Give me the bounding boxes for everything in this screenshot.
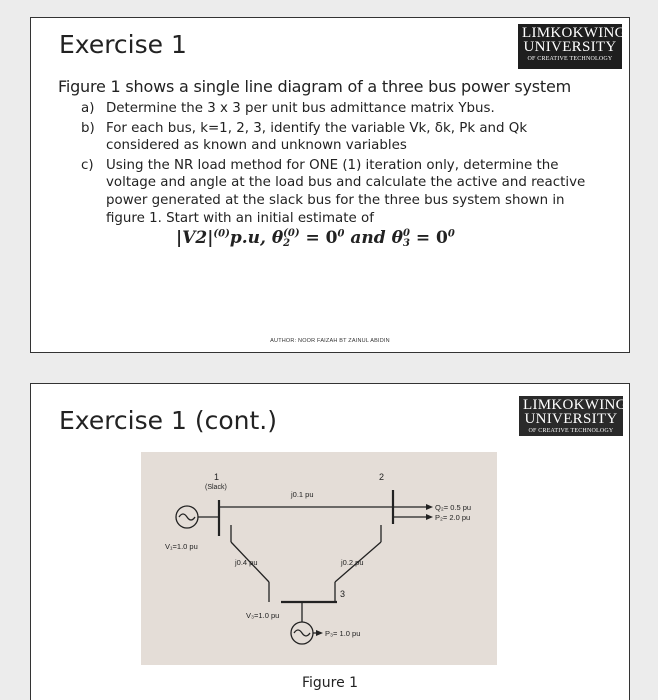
university-logo [519, 396, 627, 436]
v3-label: V₃=1.0 pu [246, 611, 280, 620]
logo-line-1: LIMKOKWING [523, 397, 627, 413]
eq-theta3-sub: 3 [402, 237, 410, 249]
z13-label: j0.4 pu [235, 558, 258, 567]
logo-line-3: OF CREATIVE TECHNOLOGY [528, 428, 614, 434]
slide-title: Exercise 1 [59, 30, 187, 59]
question-item-c [81, 157, 601, 227]
eq-theta3: θ [391, 228, 403, 248]
question-text: For each bus, k=1, 2, 3, identify the variable Vk, δk, Pk and Qk considered as known and unknown variables [106, 120, 528, 154]
eq-degree-2: 0 [447, 228, 455, 240]
p2-label: P₂= 2.0 pu [435, 513, 471, 522]
generator-3-wave [294, 630, 310, 636]
eq-equals-2: = 0 [415, 228, 448, 248]
logo-line-1: LIMKOKWING [522, 25, 626, 41]
university-logo [518, 24, 626, 69]
z23-label: j0.2 pu [341, 558, 364, 567]
question-item-a [81, 100, 601, 118]
slide-exercise-1-cont [30, 383, 630, 700]
eq-theta2-sub: 2 [283, 237, 291, 249]
p3-label: P₃= 1.0 pu [325, 629, 361, 638]
initial-estimate-equation [176, 228, 455, 249]
bus-1-type: (Slack) [205, 484, 227, 491]
eq-degree-1: 0 [337, 228, 345, 240]
eq-v-part: |V2| [176, 228, 214, 248]
logo-line-2: UNIVERSITY [524, 411, 618, 427]
eq-theta2: θ [271, 228, 284, 248]
single-line-diagram [141, 452, 497, 665]
eq-pu: p.u, [229, 228, 266, 248]
eq-theta2-sup: (0) [283, 227, 300, 239]
intro-text: Figure 1 shows a single line diagram of a three bus power system [58, 77, 572, 96]
figure-caption: Figure 1 [301, 675, 359, 691]
logo-line-3: OF CREATIVE TECHNOLOGY [527, 56, 613, 62]
arrow-q2-icon [426, 504, 433, 510]
q2-label: Q₂= 0.5 pu [435, 503, 472, 512]
diagram-svg [141, 452, 497, 665]
slide-title: Exercise 1 (cont.) [59, 406, 277, 435]
bus-2-number: 2 [379, 472, 385, 482]
question-item-b [81, 120, 601, 155]
logo-line-2: UNIVERSITY [523, 39, 617, 55]
eq-equals-1: = 0 [305, 228, 338, 248]
eq-v-sup: (0) [213, 228, 230, 240]
question-label: c) [81, 157, 94, 173]
z12-label: j0.1 pu [291, 490, 314, 499]
author-credit: AUTHOR: NOOR FAIZAH BT ZAINUL ABIDIN [270, 338, 390, 344]
question-list [81, 100, 601, 229]
question-label: b) [81, 120, 95, 136]
arrow-p3-icon [316, 630, 323, 636]
generator-1-wave [179, 514, 195, 520]
question-text: Determine the 3 x 3 per unit bus admittance matrix Ybus. [106, 101, 495, 116]
slide-exercise-1 [30, 17, 630, 353]
question-label: a) [81, 101, 95, 116]
question-text: Using the NR load method for ONE (1) iteration only, determine the voltage and angle at the load bus and calculate the active and reactive power generated at the slack bus for the three bus system shown in figure 1. Start with an initial estimate of [106, 157, 586, 226]
arrow-p2-icon [426, 514, 433, 520]
v1-label: V₁=1.0 pu [165, 542, 198, 551]
bus-3-number: 3 [340, 589, 346, 599]
eq-theta3-sup: 0 [402, 227, 410, 239]
eq-and: and [350, 228, 386, 248]
bus-1-number: 1 [214, 472, 220, 482]
